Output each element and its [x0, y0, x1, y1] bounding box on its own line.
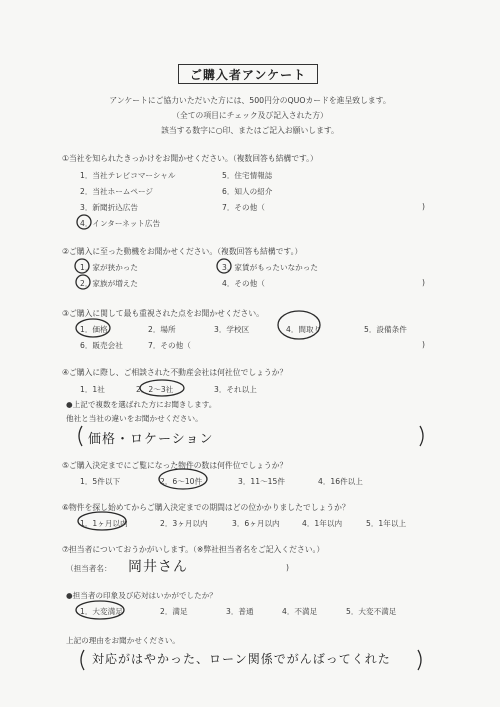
q5-option-3[interactable]: 3．11～15件 — [238, 477, 285, 486]
q3-option-4[interactable]: 4．間取り — [286, 325, 322, 334]
q3-option-2[interactable]: 2．場所 — [148, 325, 176, 334]
q3-option-5[interactable]: 5．設備条件 — [364, 325, 407, 334]
survey-title: ご購入者アンケート — [178, 64, 318, 84]
q1-option-4[interactable]: 4．インターネット広告 — [80, 219, 161, 228]
q1-option-2[interactable]: 2．当社ホームページ — [80, 187, 154, 196]
q7-option-4[interactable]: 4．不満足 — [282, 607, 318, 616]
q1-option-6[interactable]: 6．知人の紹介 — [222, 187, 273, 196]
q1-option-5[interactable]: 5．住宅情報誌 — [222, 171, 273, 180]
q6-option-3[interactable]: 3．6ヶ月以内 — [232, 519, 280, 528]
q4-question: ④ご購入に際し、ご相談された不動産会社は何社位でしょうか？ — [62, 368, 288, 377]
q7-option-1[interactable]: 1．大変満足 — [80, 607, 123, 616]
q3-option-1-circle — [76, 319, 110, 337]
q2-option-1-circle — [75, 259, 89, 273]
q4-option-2[interactable]: 2．2～3社 — [136, 385, 174, 394]
q5-question: ⑤ご購入決定までにご覧になった物件の数は何件位でしょうか？ — [62, 461, 288, 470]
q1-option-3[interactable]: 3．新聞折込広告 — [80, 203, 138, 212]
q4-answer-close-bracket — [420, 426, 423, 446]
q7-impression-question: ●担当者の印象及び応対はいかがでしたか？ — [66, 591, 217, 600]
q2-option-2[interactable]: 2．家族が増えた — [80, 279, 138, 288]
q7-option-2[interactable]: 2．満足 — [160, 607, 188, 616]
q7-question: ⑦担当者についておうかがいします。（※弊社担当者名をご記入ください。） — [62, 545, 325, 554]
q4-answer-open-bracket — [79, 426, 82, 446]
q1-option-7[interactable]: 7．その他（ — [222, 203, 265, 212]
intro-line-2: （全ての項目にチェック及び記入された方） — [172, 111, 328, 120]
q6-option-1[interactable]: 1．1ヶ月以内 — [80, 519, 128, 528]
q3-option-4-circle — [278, 311, 320, 339]
q4-option-2-circle — [140, 380, 184, 396]
intro-line-1: アンケートにご協力いただいた方には、500円分のQUOカードを進呈致します。 — [109, 96, 391, 105]
q3-option-6[interactable]: 6．販売会社 — [80, 341, 123, 350]
q3-question: ③ご購入に関して最も重視された点をお聞かせください。 — [62, 309, 264, 318]
q4-option-1[interactable]: 1．1社 — [80, 385, 105, 394]
q7-name-label: （担当者名： — [66, 564, 112, 573]
q3-option-7[interactable]: 7．その他（ — [148, 341, 191, 350]
q1-option-1[interactable]: 1．当社テレビコマーシャル — [80, 171, 176, 180]
q4-followup-question: 他社と当社の違いをお聞かせください。 — [66, 414, 203, 423]
q7-name-close: ) — [286, 563, 289, 572]
q2-option-4[interactable]: 4．その他（ — [222, 279, 265, 288]
q2-option-1[interactable]: 1．家が狭かった — [80, 263, 138, 272]
q2-question: ②ご購入に至った動機をお聞かせください。（複数回答も結構です。） — [62, 247, 303, 256]
q1-other-close: ) — [422, 202, 425, 211]
q2-option-3-circle — [217, 259, 231, 273]
q7-reason-question: 上記の理由をお聞かせください。 — [66, 636, 180, 645]
q1-option-4-circle — [77, 215, 91, 229]
q5-option-4[interactable]: 4．16件以上 — [318, 477, 363, 486]
q3-option-3[interactable]: 3．学校区 — [214, 325, 250, 334]
q4-followup-note: ●上記で複数を選ばれた方にお聞きします。 — [66, 400, 217, 409]
q1-question: ①当社を知られたきっかけをお聞かせください。（複数回答も結構です。） — [62, 154, 318, 163]
q6-option-5[interactable]: 5．1年以上 — [366, 519, 407, 528]
q7-option-3[interactable]: 3．普通 — [226, 607, 254, 616]
q7-option-1-circle — [76, 601, 124, 619]
q2-option-3[interactable]: 3．家賃がもったいなかった — [222, 263, 318, 272]
q5-option-2[interactable]: 2．6～10件 — [160, 477, 203, 486]
q3-option-1[interactable]: 1．価格 — [80, 325, 108, 334]
q3-other-close: ) — [422, 340, 425, 349]
q2-option-2-circle — [76, 275, 90, 289]
q6-option-1-circle — [78, 512, 126, 530]
q7-answer-open-bracket — [81, 650, 84, 670]
q5-option-1[interactable]: 1．5件以下 — [80, 477, 121, 486]
q7-handwritten-name[interactable]: 岡井さん — [128, 559, 188, 575]
intro-line-3: 該当する数字に○印、またはご記入お願いします。 — [161, 126, 339, 135]
q5-option-2-circle — [159, 469, 207, 489]
q7-answer-close-bracket — [418, 650, 421, 670]
q2-other-close: ) — [422, 278, 425, 287]
q6-option-2[interactable]: 2．3ヶ月以内 — [160, 519, 208, 528]
q4-handwritten-answer[interactable]: 価格・ロケーション — [88, 432, 214, 447]
q6-question: ⑥物件を探し始めてからご購入決定までの期間はどの位かかりましたでしょうか？ — [62, 503, 350, 512]
q7-handwritten-reason[interactable]: 対応がはやかった、ローン関係でがんばってくれた — [92, 652, 391, 666]
q6-option-4[interactable]: 4．1年以内 — [302, 519, 343, 528]
q7-option-5[interactable]: 5．大変不満足 — [346, 607, 397, 616]
q4-option-3[interactable]: 3．それ以上 — [214, 385, 257, 394]
